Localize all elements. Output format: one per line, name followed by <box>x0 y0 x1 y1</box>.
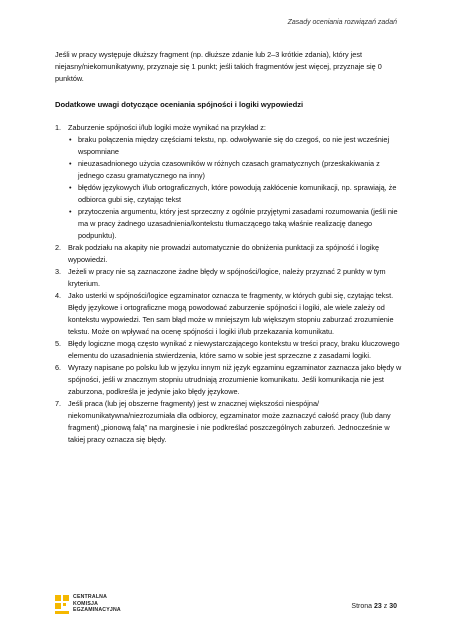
bullet-text: braku połączenia między częściami tekstu, np. odwoływanie się do czegoś, co nie jest wcześniej wspomniane <box>78 135 390 156</box>
item-text: Jeżeli w pracy nie są zaznaczone żadne błędy w spójności/logice, należy przyznać 2 punkty w tym kryterium. <box>68 267 386 288</box>
bullet-icon: • <box>69 159 72 168</box>
cke-logo-icon <box>55 593 69 615</box>
list-item <box>55 122 405 242</box>
page-label: Strona <box>351 603 373 610</box>
logo-line: KOMISJA <box>73 600 99 607</box>
item-number: 3. <box>55 267 62 276</box>
item-number: 5. <box>55 339 62 348</box>
logo-text <box>73 594 121 613</box>
bullet-list <box>68 134 405 242</box>
item-number: 6. <box>55 363 62 372</box>
list-item <box>55 398 405 446</box>
remarks-list <box>55 122 405 446</box>
list-item <box>55 266 405 290</box>
page-header: Zasady oceniania rozwiązań zadań <box>287 19 397 26</box>
page-total: 30 <box>389 603 397 610</box>
item-text: Błędy logiczne mogą często wynikać z niewystarczającego kontekstu w treści pracy, braku kluczowego elementu do uzasadnienia stwierdzenia, które samo w sobie jest sprzeczne z zasadami logiki. <box>68 339 400 360</box>
bullet-icon: • <box>69 207 72 216</box>
bullet-icon: • <box>69 183 72 192</box>
list-item <box>55 338 405 362</box>
bullet-icon: • <box>69 135 72 144</box>
intro-paragraph: Jeśli w pracy występuje dłuższy fragment (np. dłuższe zdanie lub 2–3 krótkie zdania), który jest niejasny/niekomunikatywny, przyznaje się 1 punkt; jeśli takich fragmentów jest więcej, przyznaje się 0 punktów. <box>55 50 382 83</box>
item-text: Zaburzenie spójności i/lub logiki może wynikać na przykład z: <box>68 123 266 132</box>
bullet-item <box>68 206 405 242</box>
item-text: Brak podziału na akapity nie prowadzi automatycznie do obniżenia punktacji za spójność i logikę wypowiedzi. <box>68 243 380 264</box>
item-text: Jako usterki w spójności/logice egzaminator oznacza te fragmenty, w których gubi się, czytając tekst. Błędy językowe i ortograficzne mogą powodować zaburzenie spójności i logiki, ale wiele zależy od kontekstu wypowiedzi. Ten sam błąd może w mniejszym lub większym stopniu zaburzać zrozumienie tekstu. Może on wpływać na ocenę spójności i logiki i/lub przekazania komunikatu. <box>68 291 394 336</box>
bullet-text: nieuzasadnionego użycia czasowników w różnych czasach gramatycznych (przeskakiwania z jednego czasu gramatycznego na inny) <box>78 159 380 180</box>
page-separator: z <box>383 603 388 610</box>
item-number: 4. <box>55 291 62 300</box>
section-title: Dodatkowe uwagi dotyczące oceniania spójności i logiki wypowiedzi <box>55 100 304 109</box>
logo-line: CENTRALNA <box>73 594 108 601</box>
bullet-text: błędów językowych i/lub ortograficznych, które powodują zakłócenie komunikacji, np. sprawiają, że odbiorca gubi się, czytając tekst <box>78 183 397 204</box>
cke-logo <box>55 593 121 615</box>
list-item <box>55 290 405 338</box>
bullet-item <box>68 134 405 158</box>
page-number <box>351 603 397 610</box>
bullet-text: przytoczenia argumentu, który jest sprzeczny z ogólnie przyjętymi zasadami rozumowania (jeśli nie ma w pracy żadnego uzasadnienia/kontekstu tłumaczącego taką właśnie realizację danego podpunktu). <box>78 207 398 240</box>
bullet-item <box>68 158 405 182</box>
item-number: 1. <box>55 123 62 132</box>
list-item <box>55 242 405 266</box>
list-item <box>55 362 405 398</box>
item-text: Jeśli praca (lub jej obszerne fragmenty) jest w znacznej większości niespójna/ niekomunikatywna/niezrozumiała dla odbiorcy, egzaminator może zaznaczyć całość pracy (lub dany fragment) „pionową falą” na marginesie i nie podkreślać poszczególnych zaburzeń. Jednocześnie w takiej pracy oznacza się błędy. <box>68 399 391 444</box>
item-number: 7. <box>55 399 62 408</box>
logo-line: EGZAMINACYJNA <box>73 607 121 614</box>
bullet-item <box>68 182 405 206</box>
page-current: 23 <box>374 603 382 610</box>
item-number: 2. <box>55 243 62 252</box>
item-text: Wyrazy napisane po polsku lub w języku innym niż język egzaminu egzaminator zaznacza jako błędy w spójności, jeśli w znacznym stopniu utrudniają zrozumienie komunikatu. Jeśli komunikacja nie jest zaburzona, podkreśla je jedynie jako błędy językowe. <box>68 363 402 396</box>
